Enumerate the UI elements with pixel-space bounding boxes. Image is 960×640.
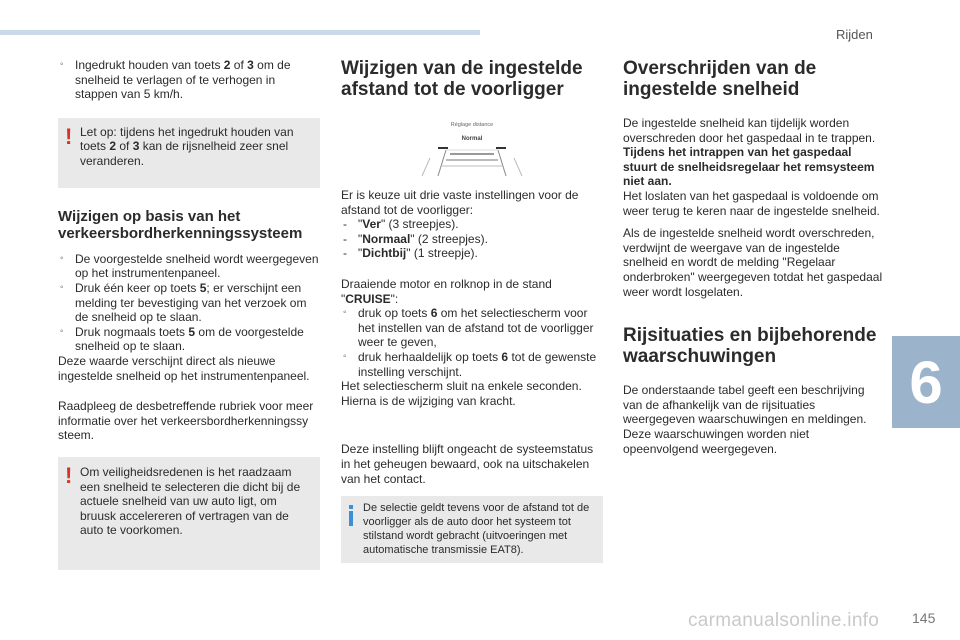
watermark: carmanualsonline.info (688, 610, 880, 631)
section-heading-signs: Wijzigen op basis van het verkeersbordherkenningssysteem (58, 207, 303, 242)
chapter-tab: 6 (892, 336, 960, 428)
list-item: - "Dichtbij" (1 streepje). (343, 246, 478, 261)
distance-setting-display (416, 120, 528, 182)
header-bar (0, 30, 480, 35)
column-1 (58, 58, 320, 570)
exclamation-warning-icon: ! (65, 462, 73, 488)
arrow-bullet-icon: ◦ (60, 59, 64, 70)
section-heading-distance: Wijzigen van de ingestelde afstand tot de voorligger (341, 58, 583, 100)
page-number: 145 (912, 610, 936, 626)
paragraph: De onderstaande tabel geeft een beschrijving van de afhankelijk van de rijsituaties weergegeven waarschuwingen en meldingen. Deze waarschuwingen worden niet opeenvolgend weergegeven. (623, 383, 867, 456)
arrow-bullet-icon: ◦ (60, 325, 64, 337)
section-label: Rijden (836, 27, 873, 42)
list-item: ◦ Druk nogmaals toets 5 om de voorgestelde snelheid op te slaan. (60, 324, 304, 354)
arrow-bullet-icon: ◦ (343, 350, 347, 362)
paragraph: Als de ingestelde snelheid wordt overschreden, verdwijnt de weergave van de ingestelde snelheid en wordt de melding "Regelaar onderbroken" weergegeven totdat het gaspedaal weer wordt losgelaten. (623, 226, 883, 299)
column-3 (623, 58, 885, 466)
column-2 (341, 58, 603, 563)
section-heading-situations: Rijsituaties en bijbehorende waarschuwingen (623, 325, 877, 368)
arrow-bullet-icon: ◦ (343, 307, 347, 319)
paragraph: De ingestelde snelheid kan tijdelijk worden overschreden door het gaspedaal in te trappen. (623, 116, 876, 145)
paragraph: Het loslaten van het gaspedaal is voldoende om weer terug te keren naar de ingestelde snelheid. (623, 188, 880, 218)
paragraph: Het selectiescherm sluit na enkele seconden. (341, 379, 582, 394)
arrow-bullet-icon: ◦ (60, 281, 64, 293)
list-item: ◦ Druk één keer op toets 5; er verschijnt een melding ter bevestiging van het verzoek om de snelheid op te slaan. (60, 280, 307, 325)
paragraph: Raadpleeg de desbetreffende rubriek voor meer informatie over het verkeersbordherkenningssy steem. (58, 399, 314, 443)
section-heading-override: Overschrijden van de ingestelde snelheid (623, 58, 817, 100)
warning-note: ! Om veiligheidsredenen is het raadzaam een snelheid te selecteren die dicht bij de actuele snelheid van uw auto ligt, om bruusk accelereren of vertragen van de auto te voorkomen. (58, 457, 320, 570)
list-item: - "Ver" (3 streepjes). (343, 217, 459, 232)
list-item: ◦ De voorgestelde snelheid wordt weergegeven op het instrumentenpaneel. (60, 251, 319, 281)
list-item: ◦ druk herhaaldelijk op toets 6 tot de gewenste instelling verschijnt. (343, 349, 597, 379)
exclamation-warning-icon: ! (65, 123, 73, 149)
info-note: De selectie geldt tevens voor de afstand tot de voorligger als de auto door het systeem tot stilstand wordt gebracht (uitvoeringen met automatische transmissie EAT8). (341, 496, 603, 563)
list-item: ◦ druk op toets 6 om het selectiescherm voor het instellen van de afstand tot de voorligger weer te geven, (343, 306, 594, 350)
list-item: ◦ Ingedrukt houden van toets 2 of 3 om de snelheid te verlagen of te verhogen in stappen van 5 km/h. (60, 58, 291, 102)
screen-title: Réglage distance (450, 122, 494, 128)
distance-display-graphic (416, 120, 528, 182)
paragraph-bold: Tijdens het intrappen van het gaspedaal stuurt de snelheidsregelaar het remsysteem niet aan. (623, 145, 875, 189)
list-item: - "Normaal" (2 streepjes). (343, 231, 488, 246)
info-icon (349, 505, 353, 527)
screen-mode: Normal (461, 136, 483, 142)
paragraph: Deze instelling blijft ongeacht de systeemstatus in het geheugen bewaard, ook na uitschakelen van het contact. (341, 442, 594, 486)
arrow-bullet-icon: ◦ (60, 252, 64, 264)
warning-note: ! Let op: tijdens het ingedrukt houden van toets 2 of 3 kan de rijsnelheid zeer snel veranderen. (58, 118, 320, 188)
paragraph: Hierna is de wijziging van kracht. (341, 393, 516, 408)
paragraph: Deze waarde verschijnt direct als nieuwe ingestelde snelheid op het instrumentenpaneel. (58, 353, 310, 383)
paragraph: Er is keuze uit drie vaste instellingen voor de afstand tot de voorligger: (341, 188, 579, 217)
paragraph: Draaiende motor en rolknop in de stand "CRUISE": (341, 276, 552, 306)
